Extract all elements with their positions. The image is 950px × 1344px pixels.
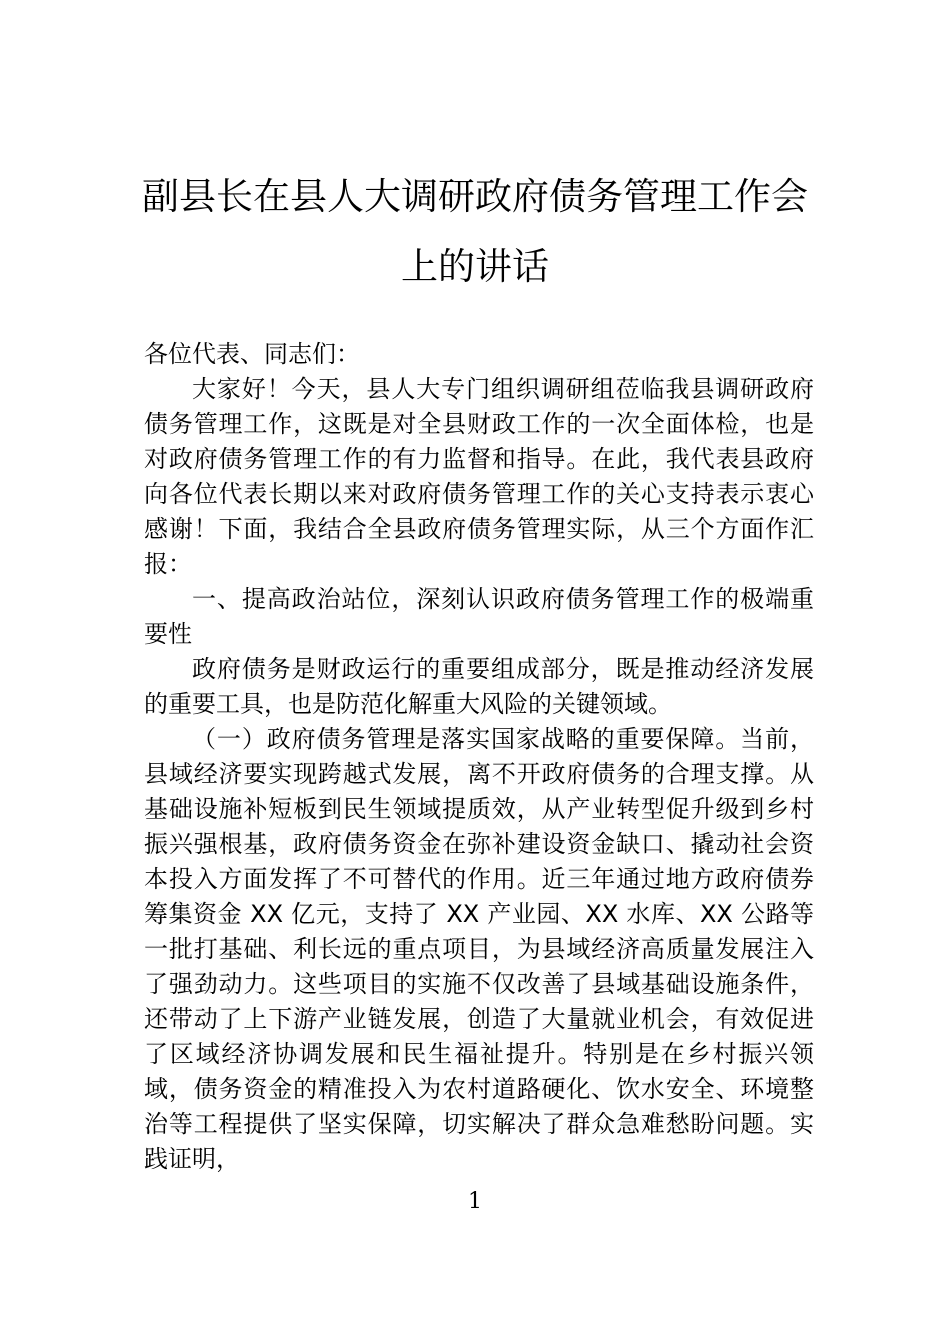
- document-title-line-1: 副县长在县人大调研政府债务管理工作会: [142, 175, 808, 218]
- salutation: 各位代表、同志们：: [144, 340, 360, 368]
- paragraph-intro: 大家好！今天，县人大专门组织调研组莅临我县调研政府债务管理工作，这既是对全县财政工作的一次全面体检，也是对政府债务管理工作的有力监督和指导。在此，我代表县政府向各位代表长期以来对政府债务管理工作的关心支持表示衷心感谢！下面，我结合全县政府债务管理实际，从三个方面作汇报：: [144, 375, 814, 578]
- document-body: [144, 337, 814, 1177]
- paragraph-section-1-intro: 政府债务是财政运行的重要组成部分，既是推动经济发展的重要工具，也是防范化解重大风险的关键领域。: [144, 655, 814, 718]
- section-heading-1: 一、提高政治站位，深刻认识政府债务管理工作的极端重要性: [144, 585, 814, 648]
- document-title-line-2: 上的讲话: [401, 245, 549, 288]
- page-number: 1: [468, 1189, 482, 1214]
- paragraph-subsection-1: （一）政府债务管理是落实国家战略的重要保障。当前，县域经济要实现跨越式发展，离不开政府债务的合理支撑。从基础设施补短板到民生领域提质效，从产业转型促升级到乡村振兴强根基，政府债务资金在弥补建设资金缺口、撬动社会资本投入方面发挥了不可替代的作用。近三年通过地方政府债券筹集资金 XX 亿元，支持了 XX 产业园、XX 水库、XX 公路等一批打基础、利长远的重点项目，为县域经济高质量发展注入了强劲动力。这些项目的实施不仅改善了县域基础设施条件，还带动了上下游产业链发展，创造了大量就业机会，有效促进了区域经济协调发展和民生福祉提升。特别是在乡村振兴领域，债务资金的精准投入为农村道路硬化、饮水安全、环境整治等工程提供了坚实保障，切实解决了群众急难愁盼问题。实践证明，: [144, 725, 814, 1173]
